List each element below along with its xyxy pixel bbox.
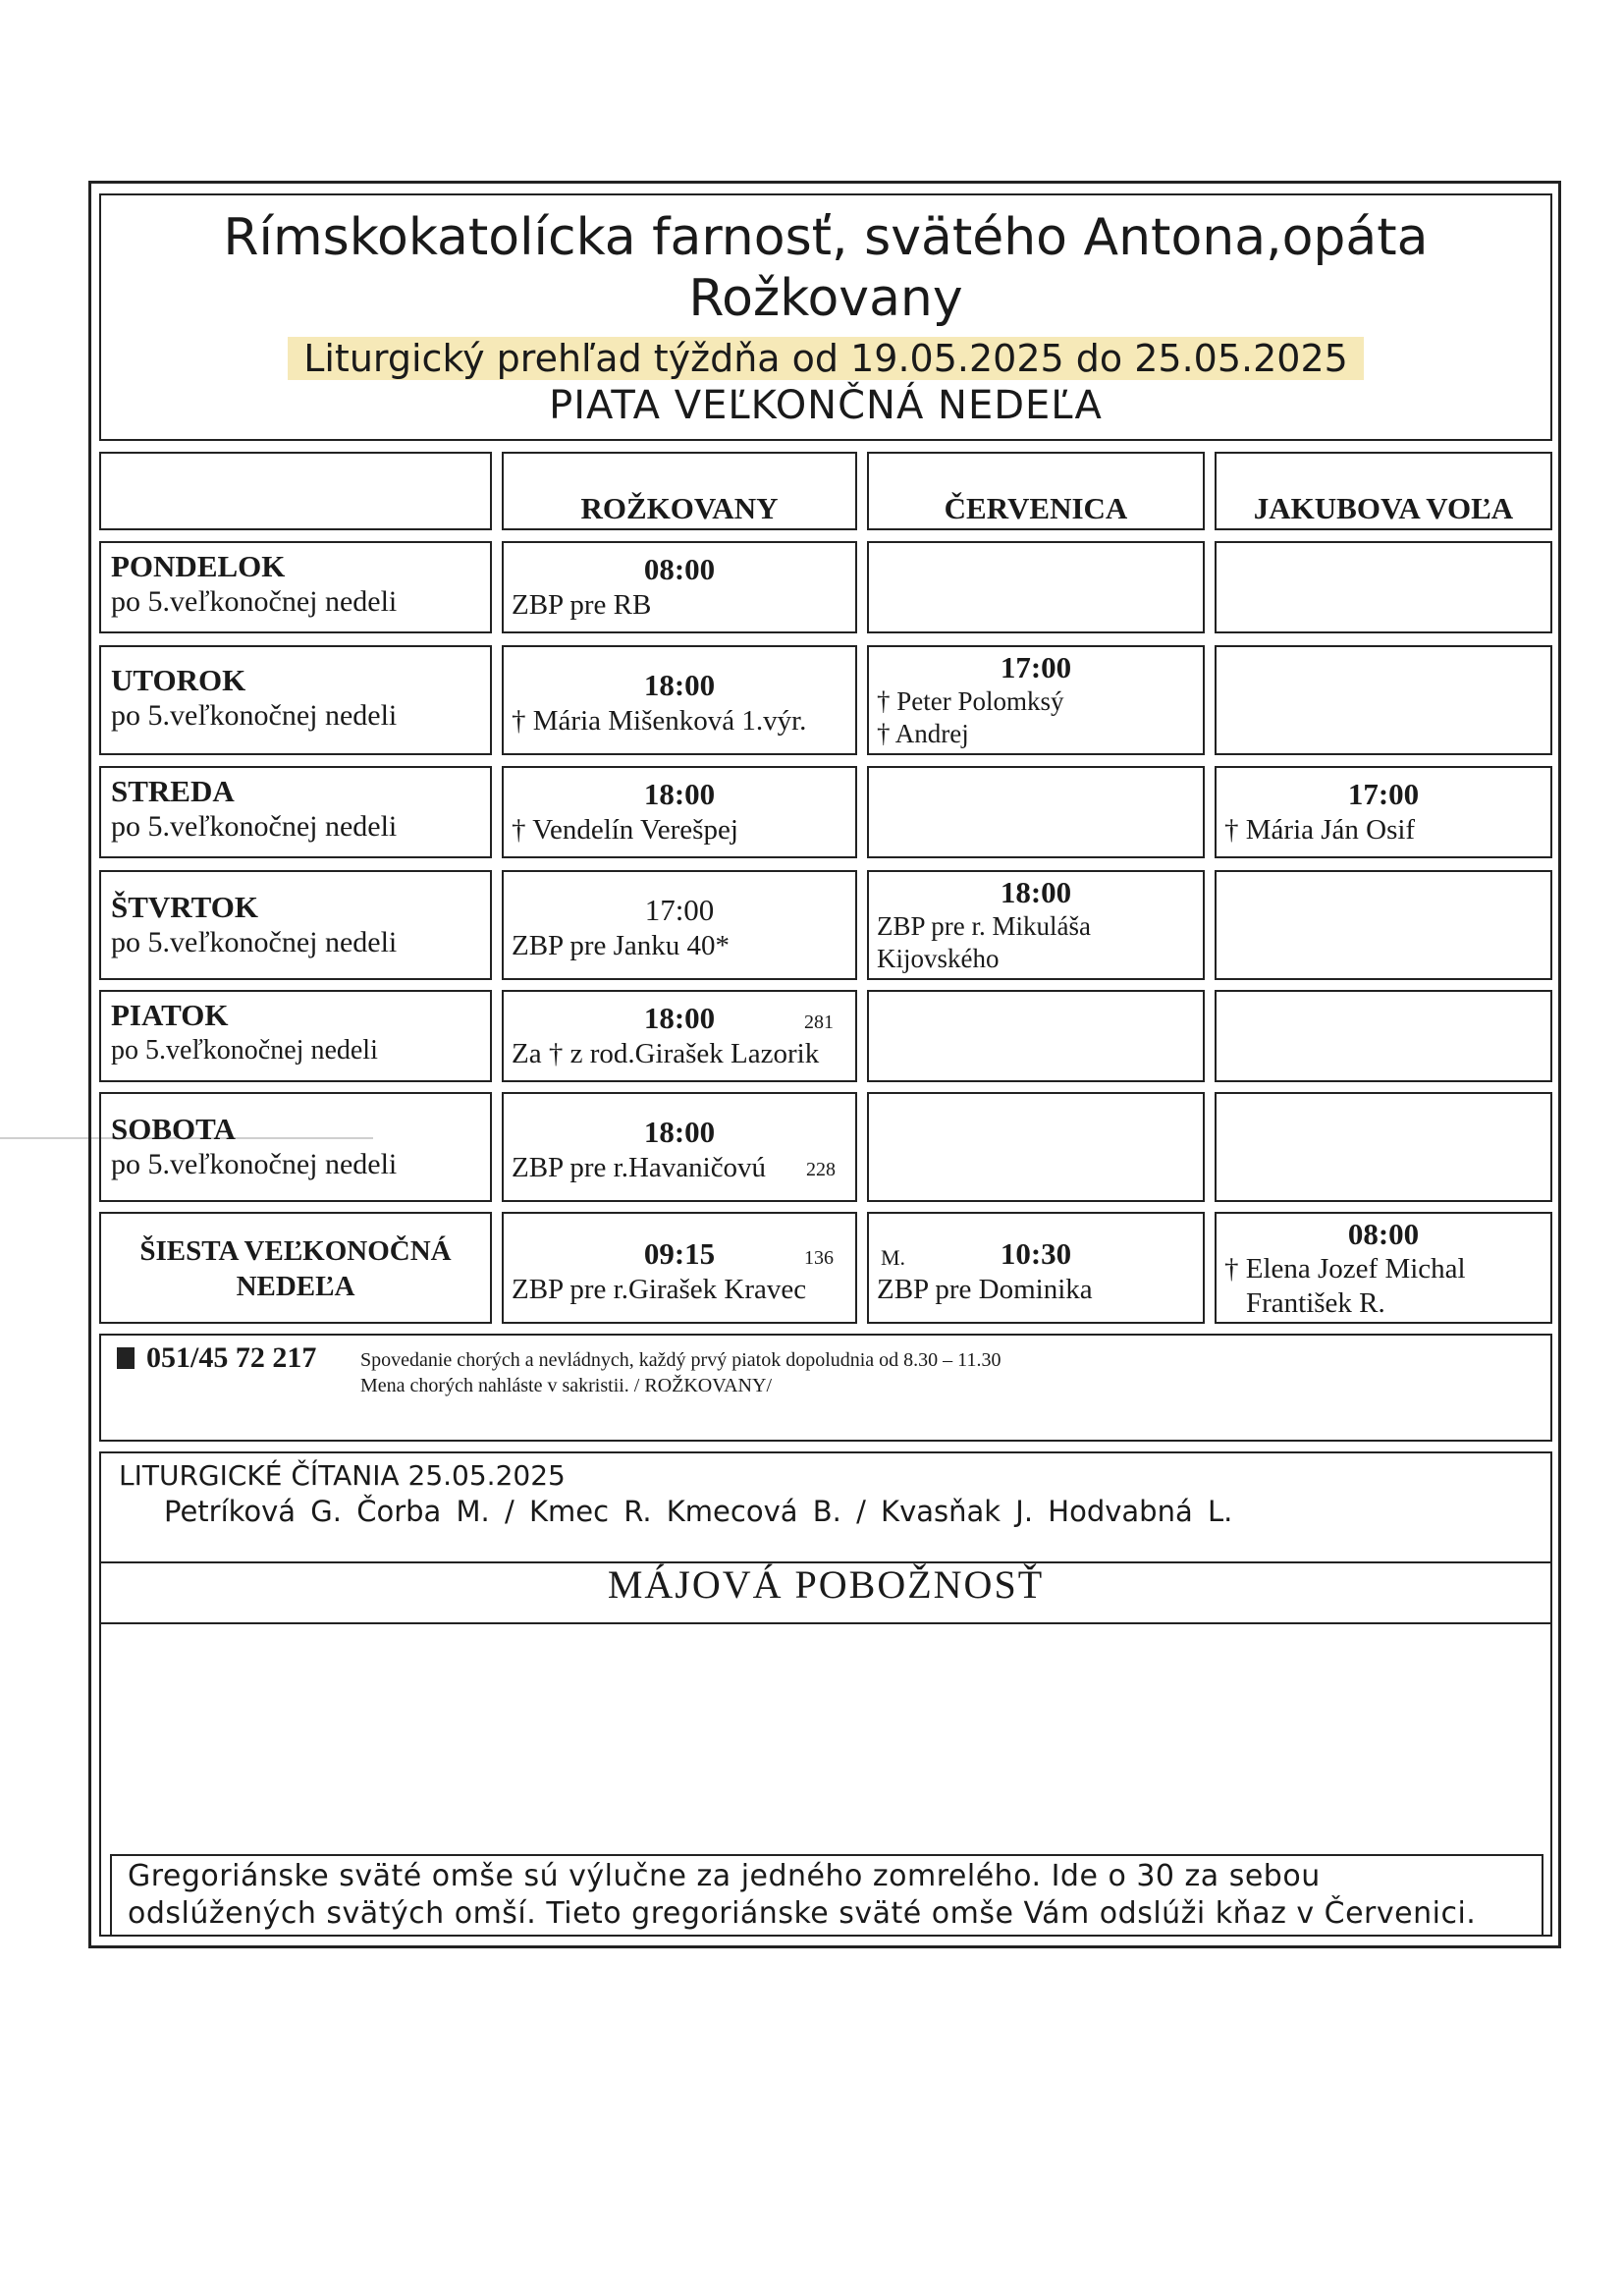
day-subtitle: po 5.veľkonočnej nedeli <box>111 585 398 618</box>
day-subtitle: po 5.veľkonočnej nedeli <box>111 810 398 843</box>
readers-list: Petríková G. Čorba M. / Kmec R. Kmecová B. / Kvasňak J. Hodvabná L. <box>164 1495 1233 1528</box>
sunday-cervenica <box>867 1212 1205 1324</box>
mass-intention: ZBP pre Janku 40* <box>512 930 731 961</box>
mass-intention: † Vendelín Verešpej <box>512 814 738 846</box>
mass-intention: ZBP pre r.Girašek Kravec <box>512 1274 807 1305</box>
mass-time: 17:00 <box>644 893 715 927</box>
wednesday-cervenica <box>867 766 1205 858</box>
info-box <box>99 1334 1552 1442</box>
readings-title: LITURGICKÉ ČÍTANIA 25.05.2025 <box>119 1459 566 1492</box>
friday-jakubova <box>1215 990 1552 1082</box>
mass-time: 18:00 <box>643 1115 716 1149</box>
day-name: PONDELOK <box>111 549 286 583</box>
intention-number: 228 <box>806 1159 836 1180</box>
mass-intention: ZBP pre r.Havaničovú <box>512 1152 767 1183</box>
day-name: PIATOK <box>111 998 229 1032</box>
confession-info <box>360 1347 1001 1398</box>
thursday-jakubova <box>1215 870 1552 980</box>
day-tuesday <box>99 645 492 755</box>
friday-rozkovany <box>502 990 857 1082</box>
monday-cervenica <box>867 541 1205 633</box>
saturday-cervenica <box>867 1092 1205 1202</box>
mass-time: 18:00 <box>643 668 716 702</box>
column-label: ČERVENICA <box>944 491 1128 525</box>
day-wednesday <box>99 766 492 858</box>
mass-time: 08:00 <box>643 552 716 586</box>
monday-jakubova <box>1215 541 1552 633</box>
column-label: ROŽKOVANY <box>580 491 779 525</box>
day-monday <box>99 541 492 633</box>
mass-time: 18:00 <box>1000 875 1072 909</box>
mass-prefix: M. <box>881 1245 906 1270</box>
day-subtitle: po 5.veľkonočnej nedeli <box>111 1148 398 1180</box>
day-name: ŠIESTA VEĽKONOČNÁ <box>139 1235 452 1267</box>
mass-time: 10:30 <box>1000 1236 1072 1271</box>
day-name: NEDEĽA <box>236 1271 355 1302</box>
mass-intention: ZBP pre RB <box>512 589 652 621</box>
wednesday-rozkovany <box>502 766 857 858</box>
tuesday-rozkovany <box>502 645 857 755</box>
mass-time: 09:15 <box>643 1236 716 1271</box>
thursday-cervenica <box>867 870 1205 980</box>
mass-intention: František R. <box>1246 1287 1385 1319</box>
mass-time: 18:00 <box>643 777 716 811</box>
divider <box>101 1622 1550 1624</box>
mass-time: 18:00 <box>643 1001 716 1035</box>
thursday-rozkovany <box>502 870 857 980</box>
phone-icon <box>117 1347 135 1369</box>
day-name: STREDA <box>111 774 235 808</box>
mass-time: 08:00 <box>1347 1217 1420 1251</box>
column-header-jakubova <box>1215 452 1552 530</box>
gregorian-text <box>128 1858 1476 1933</box>
mass-intention: † Peter Polomksý <box>877 686 1064 716</box>
day-subtitle: po 5.veľkonočnej nedeli <box>111 699 398 732</box>
day-name: SOBOTA <box>111 1112 236 1146</box>
mass-intention: † Andrej <box>877 719 969 748</box>
sunday-jakubova <box>1215 1212 1552 1324</box>
phone-text: 051/45 72 217 <box>146 1341 317 1374</box>
mass-intention: Za † z rod.Girašek Lazorik <box>512 1038 820 1069</box>
mass-time: 17:00 <box>1000 650 1072 684</box>
intention-number: 281 <box>804 1011 834 1033</box>
header-empty-cell <box>99 452 492 530</box>
day-saturday <box>99 1092 492 1202</box>
column-header-rozkovany <box>502 452 857 530</box>
may-devotion-title: MÁJOVÁ POBOŽNOSŤ <box>607 1562 1045 1607</box>
saturday-jakubova <box>1215 1092 1552 1202</box>
sunday-rozkovany <box>502 1212 857 1324</box>
monday-rozkovany <box>502 541 857 633</box>
intention-number: 136 <box>804 1247 834 1269</box>
mass-intention: Kijovského <box>877 944 1000 973</box>
day-sunday <box>99 1212 492 1324</box>
column-label: JAKUBOVA VOĽA <box>1253 491 1514 525</box>
gregorian-line: odslúžených svätých omší. Tieto gregoriánske sväté omše Vám odslúži kňaz v Červenici. <box>128 1896 1477 1931</box>
day-subtitle: po 5.veľkonočnej nedeli <box>111 1035 378 1066</box>
column-header-cervenica <box>867 452 1205 530</box>
sunday-title: PIATA VEĽKONČNÁ NEDEĽA <box>549 383 1103 428</box>
day-name: ŠTVRTOK <box>111 890 258 924</box>
day-friday <box>99 990 492 1082</box>
wednesday-jakubova <box>1215 766 1552 858</box>
mass-intention: ZBP pre Dominika <box>877 1274 1093 1305</box>
day-thursday <box>99 870 492 980</box>
header <box>99 193 1552 441</box>
saturday-rozkovany <box>502 1092 857 1202</box>
gregorian-box <box>110 1854 1543 1937</box>
tuesday-jakubova <box>1215 645 1552 755</box>
mass-intention: † Mária Ján Osif <box>1224 814 1416 846</box>
gregorian-line: Gregoriánske sväté omše sú výlučne za jedného zomrelého. Ide o 30 za sebou <box>128 1859 1321 1893</box>
friday-cervenica <box>867 990 1205 1082</box>
info-line: Spovedanie chorých a nevládnych, každý prvý piatok dopoludnia od 8.30 – 11.30 <box>360 1349 1001 1371</box>
mass-intention: † Mária Mišenková 1.výr. <box>512 705 807 737</box>
phone-number <box>117 1341 316 1375</box>
day-subtitle: po 5.veľkonočnej nedeli <box>111 926 398 958</box>
week-range <box>101 337 1550 380</box>
day-name: UTOROK <box>111 663 246 697</box>
week-range-text: Liturgický prehľad týždňa od 19.05.2025 do 25.05.2025 <box>288 337 1364 380</box>
mass-intention: † Elena Jozef Michal <box>1224 1253 1466 1285</box>
parish-title: Rímskokatolícka farnosť, svätého Antona,opáta Rožkovany <box>223 208 1429 328</box>
info-line: Mena chorých nahláste v sakristii. / ROŽKOVANY/ <box>360 1375 773 1396</box>
mass-intention: ZBP pre r. Mikuláša <box>877 911 1091 941</box>
mass-time: 17:00 <box>1347 777 1420 811</box>
tuesday-cervenica <box>867 645 1205 755</box>
